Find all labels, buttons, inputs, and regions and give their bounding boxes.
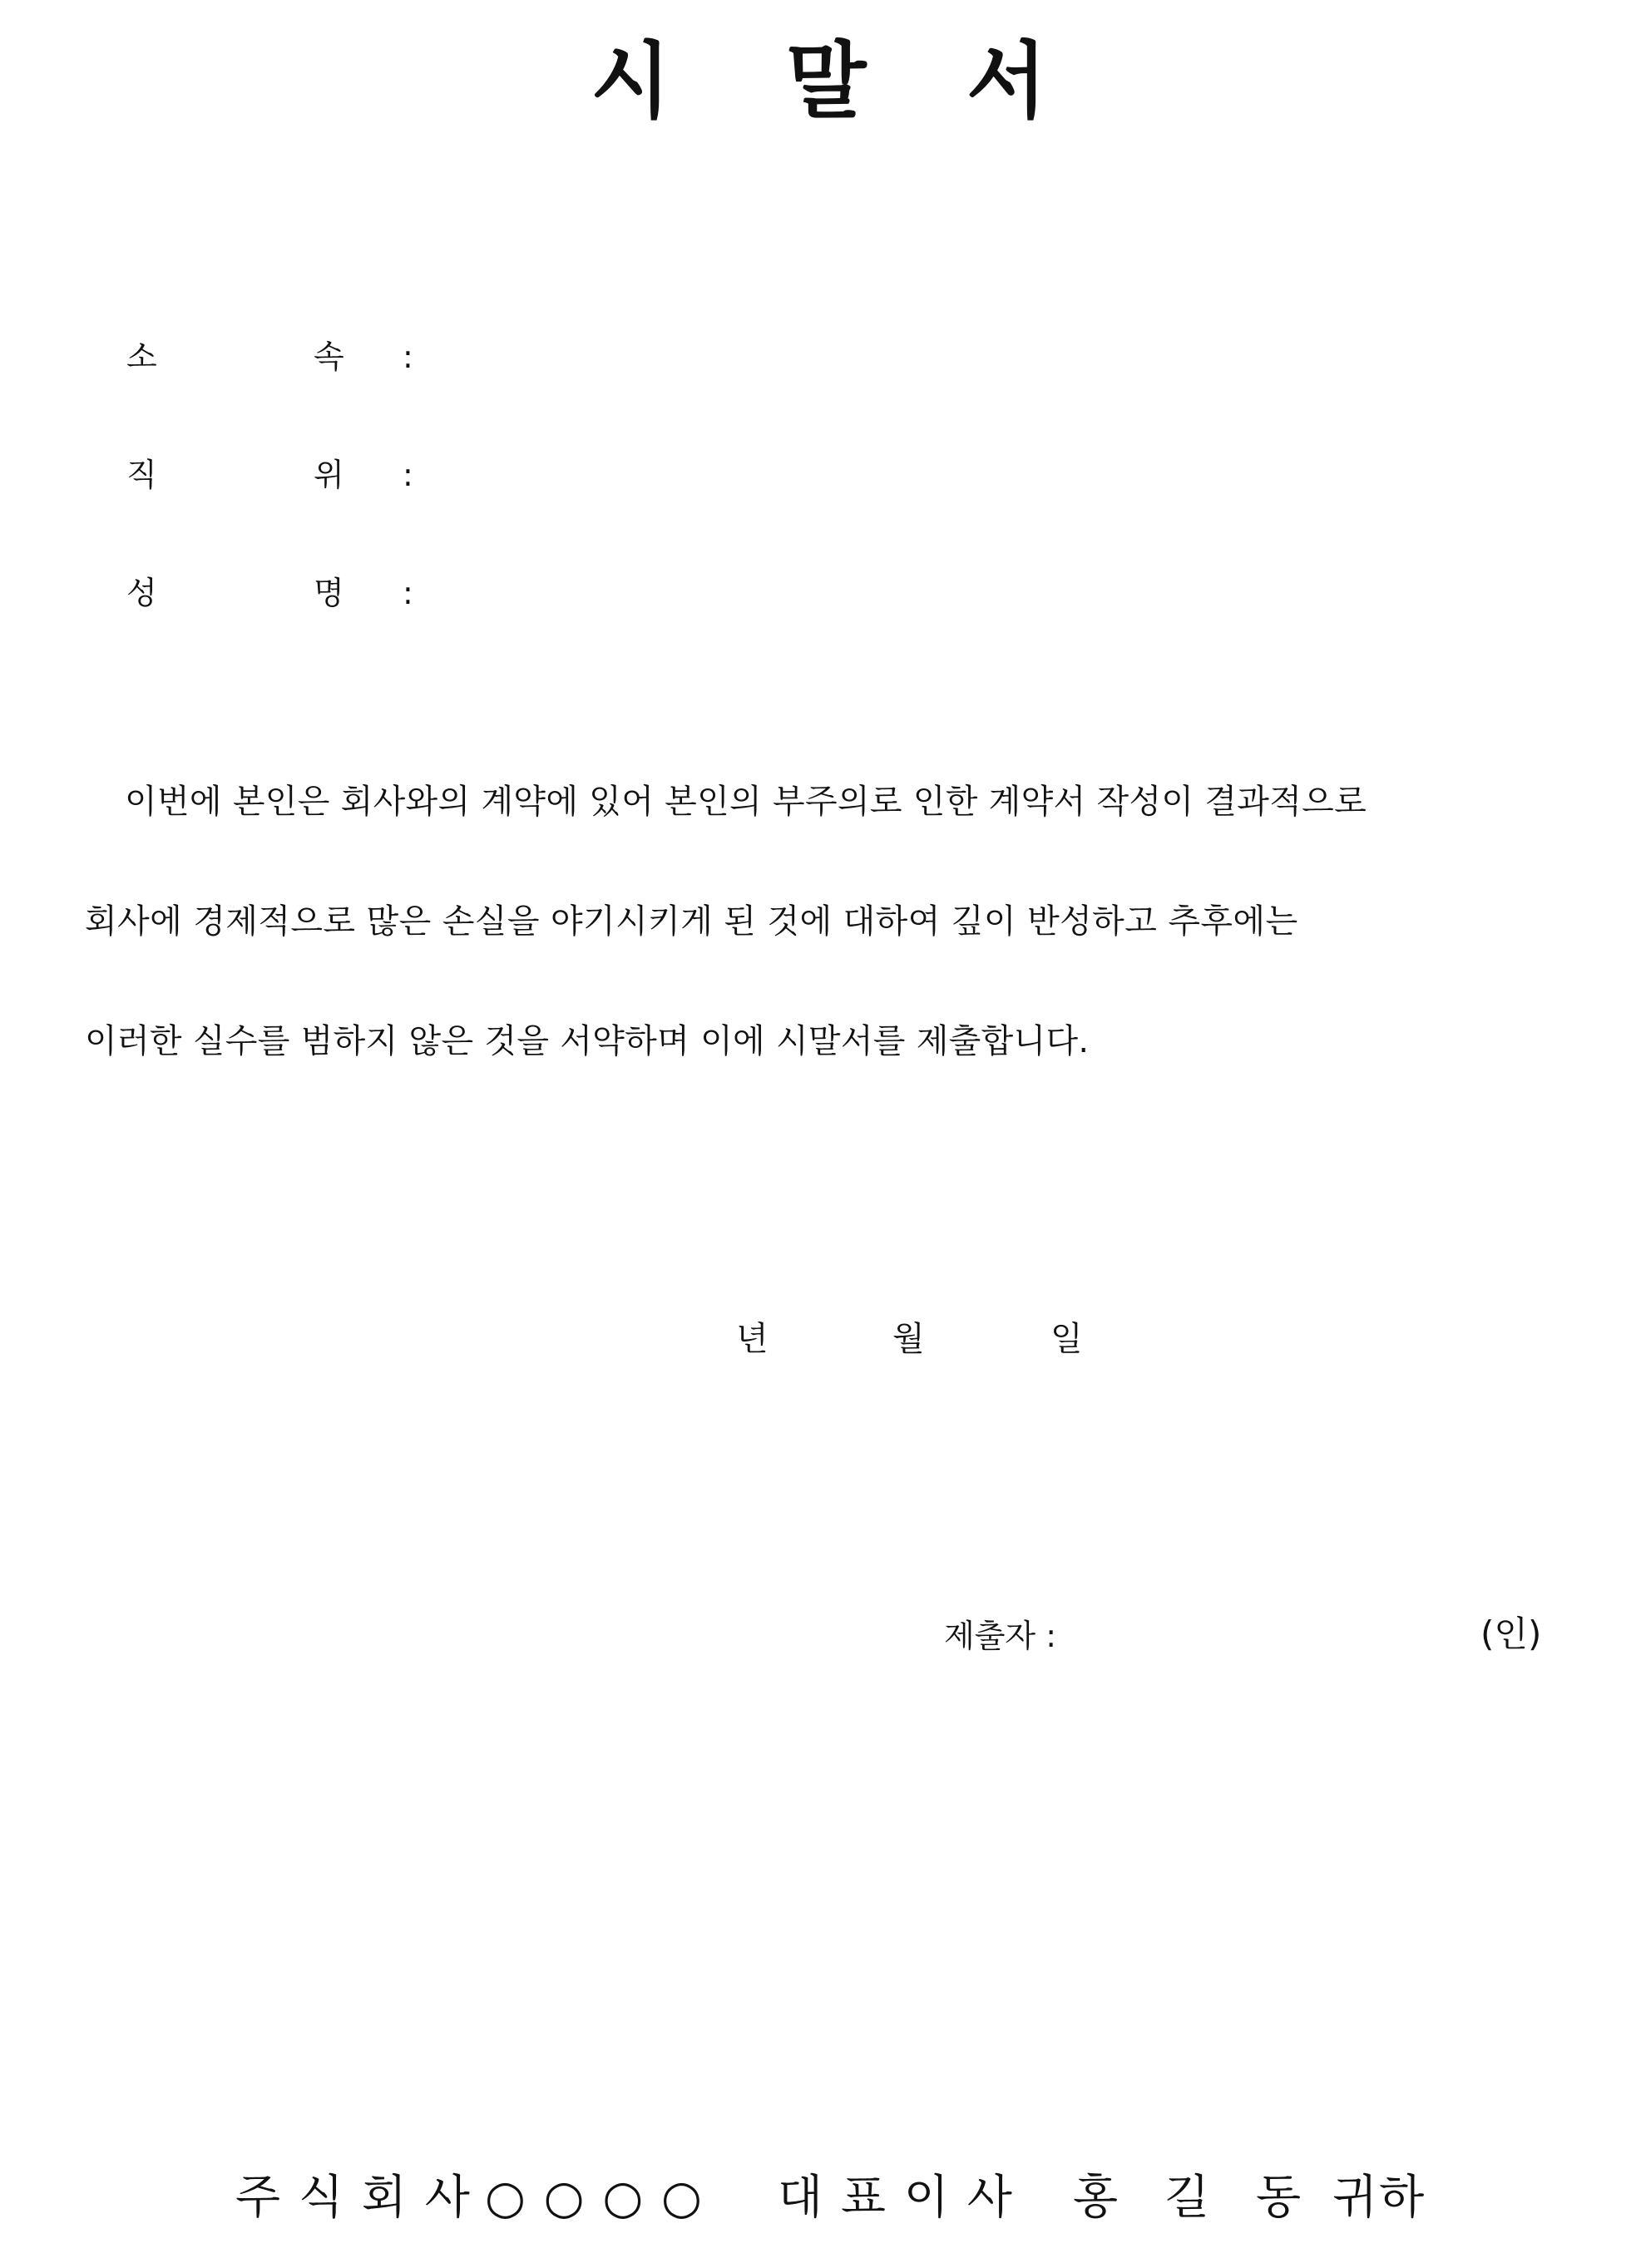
seal-mark: (인): [1480, 1613, 1542, 1654]
date-day: 일: [1050, 1320, 1083, 1358]
title-char-3: 서: [966, 32, 1047, 130]
field-name-colon: :: [403, 575, 413, 611]
footer-ceo-name-2: 길: [1164, 2171, 1210, 2225]
footer-company-prefix: 주 식 회 사: [235, 2171, 472, 2225]
field-position-label-1: 직: [126, 457, 157, 493]
field-position-label-2: 위: [314, 457, 344, 493]
field-position-colon: :: [403, 457, 413, 493]
title-char-2: 말: [786, 32, 867, 130]
footer-ceo-name-3: 동: [1256, 2171, 1302, 2225]
date-month: 월: [892, 1320, 925, 1358]
title-char-1: 시: [591, 32, 671, 130]
footer-honorific: 귀하: [1332, 2171, 1426, 2225]
submitter-label: 제출자 :: [944, 1618, 1057, 1654]
field-affiliation-colon: :: [403, 338, 413, 375]
footer-ceo-title: 대 표 이 사: [778, 2171, 1014, 2225]
field-affiliation-label-1: 소: [126, 338, 157, 375]
field-name-label-2: 명: [314, 575, 344, 611]
field-affiliation-label-2: 속: [314, 338, 344, 375]
footer-ceo-name-1: 홍: [1073, 2171, 1119, 2225]
body-line-2: 회사에 경제적으로 많은 손실을 야기시키게 된 것에 대하여 깊이 반성하고 추후에는: [85, 902, 1298, 941]
field-name-label-1: 성: [126, 575, 157, 611]
body-line-3: 이러한 실수를 범하지 않은 것을 서약하며 이에 시말서를 제출합니다.: [85, 1022, 1090, 1060]
date-year: 년: [736, 1320, 769, 1358]
footer-company-blank: ○ ○ ○ ○: [485, 2171, 704, 2225]
body-line-1: 이번에 본인은 회사와의 계약에 있어 본인의 부주의로 인한 계약서 작성이 결과적으로: [125, 783, 1367, 821]
